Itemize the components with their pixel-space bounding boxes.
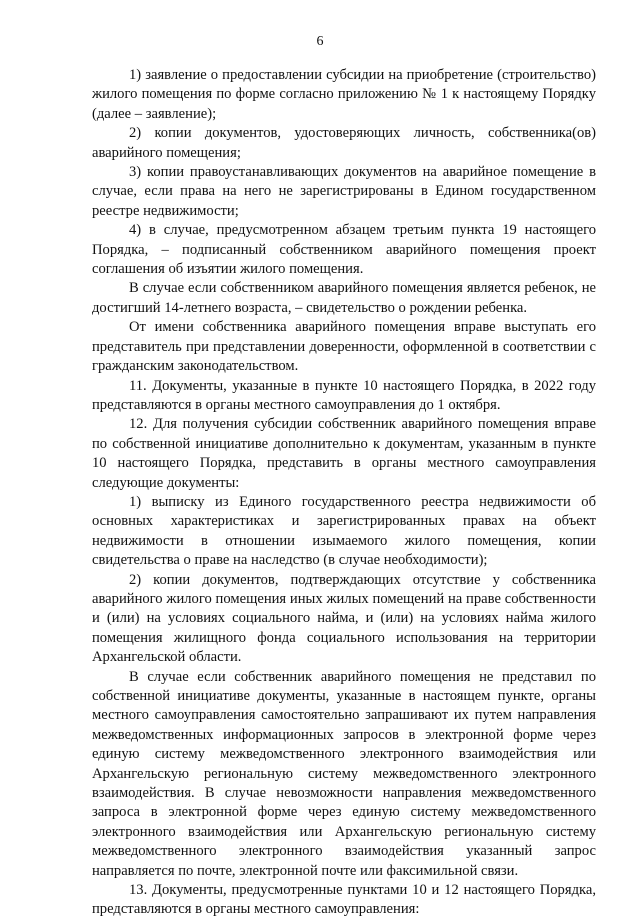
paragraph: 4) в случае, предусмотренном абзацем третьим пункта 19 настоящего Порядка, – подписанный собственником аварийного помещения проект соглашения об изъятии жилого помещения. <box>92 222 596 278</box>
page-number: 6 <box>316 34 324 49</box>
paragraph: 2) копии документов, удостоверяющих личность, собственника(ов) аварийного помещения; <box>92 125 596 161</box>
paragraph: 2) копии документов, подтверждающих отсутствие у собственника аварийного жилого помещения иных жилых помещений на праве собственности и (или) на условиях социального найма, и (или) на условиях найма жилого помещения жилищного фонда социального использования на территории Архангельской области. <box>92 571 596 666</box>
paragraph: В случае если собственник аварийного помещения не представил по собственной инициативе документы, указанные в настоящем пункте, органы местного самоуправления самостоятельно запрашивают их путем направления межведомственных информационных запросов в электронной форме через единую систему межведомственного электронного взаимодействия или Архангельскую региональную систему межведомственного электронного взаимодействия. В случае невозможности направления межведомственного запроса в электронной форме через единую систему межведомственного электронного взаимодействия или Архангельскую региональную систему межведомственного электронного взаимодействия указанный запрос направляется по почте, электронной почте или факсимильной связи. <box>92 668 596 879</box>
paragraph: 13. Документы, предусмотренные пунктами 10 и 12 настоящего Порядка, представляются в органы местного самоуправления: <box>92 882 596 918</box>
paragraph: 12. Для получения субсидии собственник аварийного помещения вправе по собственной инициативе дополнительно к документам, указанным в пункте 10 настоящего Порядка, представить в органы местного самоуправления следующие документы: <box>92 416 596 491</box>
paragraph: 11. Документы, указанные в пункте 10 настоящего Порядка, в 2022 году представляются в органы местного самоуправления до 1 октября. <box>92 377 596 413</box>
paragraph: 3) копии правоустанавливающих документов на аварийное помещение в случае, если права на него не зарегистрированы в Едином государственном реестре недвижимости; <box>92 164 596 219</box>
paragraph: В случае если собственником аварийного помещения является ребенок, не достигший 14-летнего возраста, – свидетельство о рождении ребенка. <box>92 280 596 316</box>
paragraph: 1) заявление о предоставлении субсидии на приобретение (строительство) жилого помещения по форме согласно приложению № 1 к настоящему Порядку (далее – заявление); <box>92 67 596 122</box>
paragraph: От имени собственника аварийного помещения вправе выступать его представитель при представлении доверенности, оформленной в соответствии с гражданским законодательством. <box>92 319 596 375</box>
paragraph: 1) выписку из Единого государственного реестра недвижимости об основных характеристиках и зарегистрированных правах на объект недвижимости в отношении изымаемого жилого помещения, копии свидетельства о праве на наследство (в случае необходимости); <box>92 493 596 569</box>
document-body <box>92 66 596 920</box>
